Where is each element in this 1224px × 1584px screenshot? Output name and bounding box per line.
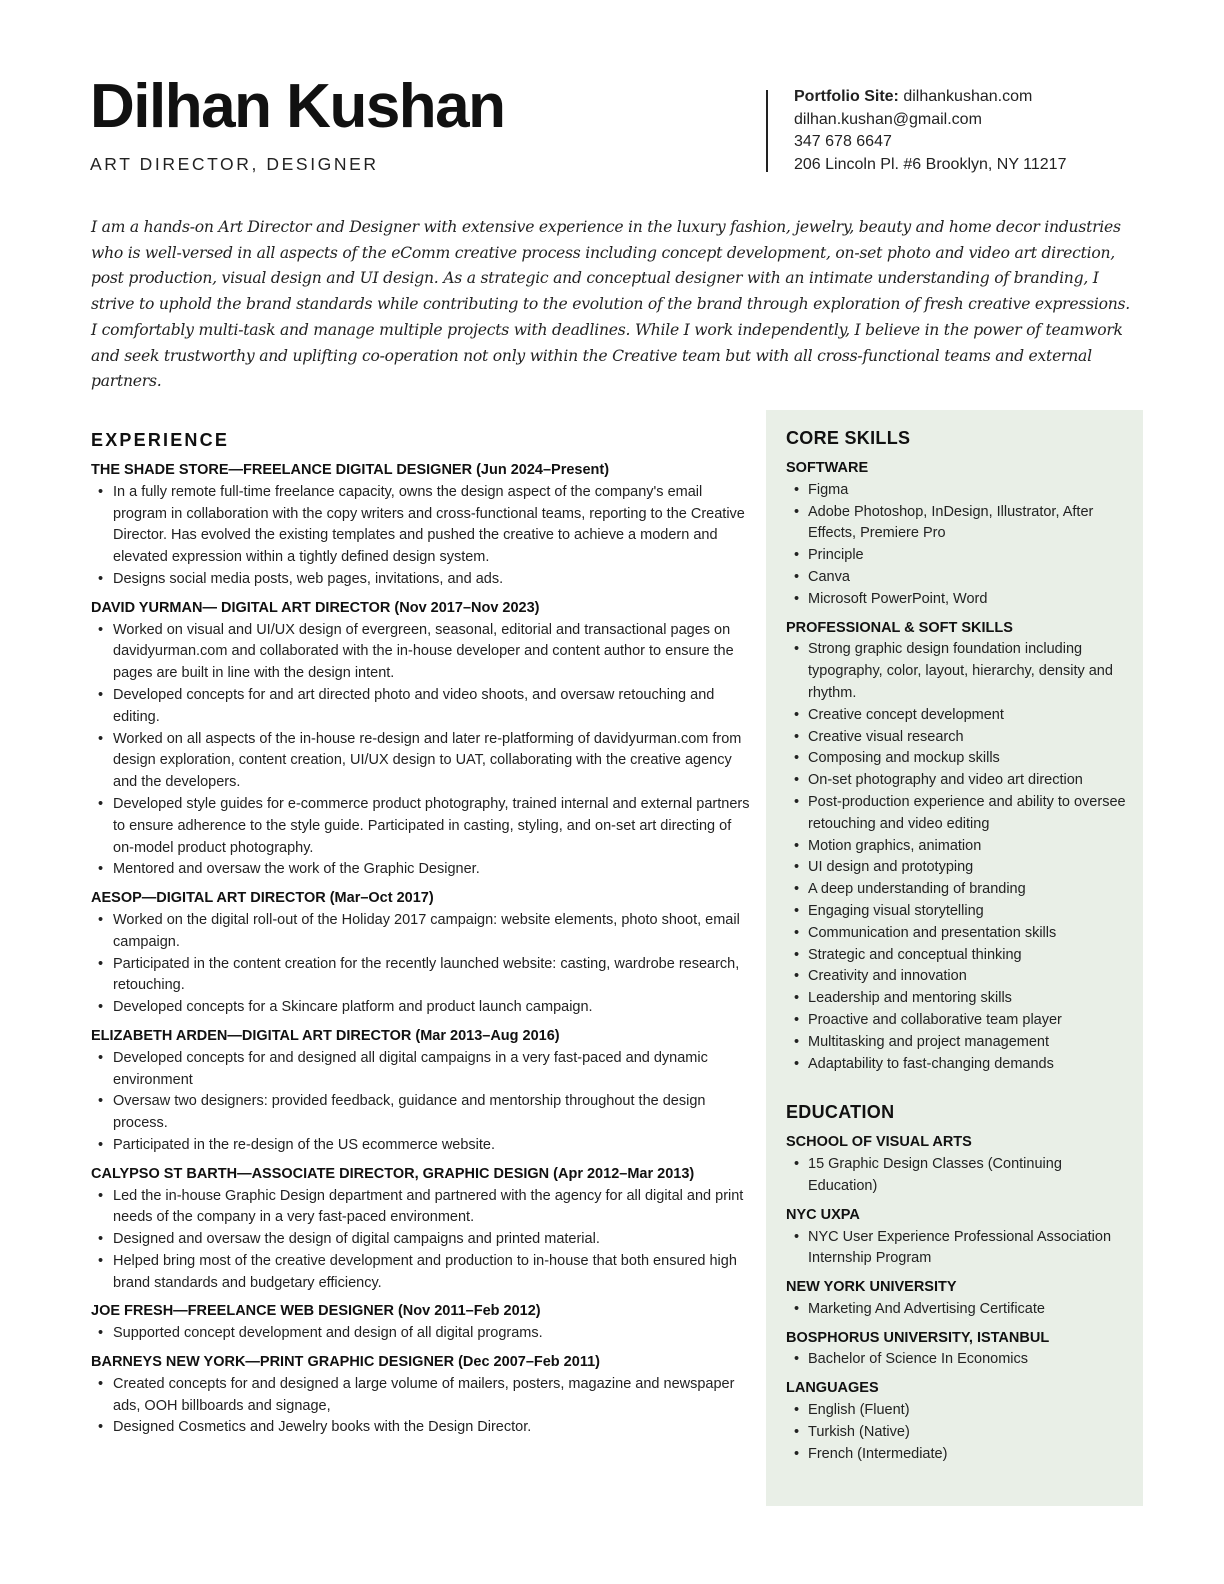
education-entry-bullets xyxy=(786,1299,1131,1321)
list-item: • Motion graphics, animation xyxy=(786,836,1131,858)
list-item: • Creative visual research xyxy=(786,727,1131,749)
list-item: • Creative concept development xyxy=(786,705,1131,727)
contact-block xyxy=(794,86,1066,176)
list-item: • Led the in-house Graphic Design department and partnered with the agency for all digital and print needs of the company in a very fast-paced environment. xyxy=(91,1186,751,1230)
education-entry-bullets xyxy=(786,1349,1131,1371)
experience-heading: EXPERIENCE xyxy=(91,430,230,450)
job-entry-title: ELIZABETH ARDEN—DIGITAL ART DIRECTOR (Mar 2013–Aug 2016) xyxy=(91,1027,560,1044)
list-item: • Supported concept development and design of all digital programs. xyxy=(91,1323,751,1345)
candidate-name: Dilhan Kushan xyxy=(90,72,505,141)
list-item: • Participated in the content creation for the recently launched website: casting, wardrobe research, retouching. xyxy=(91,954,751,998)
sidebar-content xyxy=(786,428,1131,1472)
header-divider xyxy=(766,90,768,172)
education-entry-title: NEW YORK UNIVERSITY xyxy=(786,1279,957,1296)
list-item: • Worked on the digital roll-out of the Holiday 2017 campaign: website elements, photo shoot, email campaign. xyxy=(91,910,751,954)
section-gap xyxy=(786,1082,1131,1102)
job-entry-title: CALYPSO ST BARTH—ASSOCIATE DIRECTOR, GRAPHIC DESIGN (Apr 2012–Mar 2013) xyxy=(91,1165,695,1182)
list-item: • Designs social media posts, web pages, invitations, and ads. xyxy=(91,569,751,591)
education-entry-title: NYC UXPA xyxy=(786,1206,860,1223)
list-item: • Mentored and oversaw the work of the Graphic Designer. xyxy=(91,859,751,881)
list-item: • Developed concepts for and art directed photo and video shoots, and oversaw retouching and editing. xyxy=(91,685,751,729)
list-item: • Multitasking and project management xyxy=(786,1032,1131,1054)
job-entry xyxy=(91,460,751,591)
skill-group-title: SOFTWARE xyxy=(786,460,869,476)
list-item: • UI design and prototyping xyxy=(786,857,1131,879)
list-item: • Canva xyxy=(786,567,1131,589)
education-entry-title: SCHOOL OF VISUAL ARTS xyxy=(786,1134,972,1151)
skill-group-title: PROFESSIONAL & SOFT SKILLS xyxy=(786,619,1013,636)
job-list xyxy=(91,460,751,1439)
education-entry xyxy=(786,1132,1131,1197)
list-item: • Bachelor of Science In Economics xyxy=(786,1349,1131,1371)
candidate-title: ART DIRECTOR, DESIGNER xyxy=(90,154,379,174)
list-item: • Adobe Photoshop, InDesign, Illustrator, After Effects, Premiere Pro xyxy=(786,502,1131,546)
job-entry-title: THE SHADE STORE—FREELANCE DIGITAL DESIGNER (Jun 2024–Present) xyxy=(91,462,610,478)
job-entry-bullets xyxy=(91,482,751,591)
email-link[interactable]: dilhan.kushan@gmail.com xyxy=(794,110,982,128)
list-item: • Designed Cosmetics and Jewelry books with the Design Director. xyxy=(91,1417,751,1439)
list-item: • Developed style guides for e-commerce product photography, trained internal and external partners to ensure adherence to the style guide. Participated in casting, styling, and on-set art directing of on-model product photography. xyxy=(91,794,751,859)
list-item: • Creativity and innovation xyxy=(786,966,1131,988)
education-heading: EDUCATION xyxy=(786,1102,895,1123)
list-item: • Worked on all aspects of the in-house re-design and later re-platforming of davidyurman.com from design exploration, content creation, UI/UX design to UAT, collaborating with the creative agency and the developers. xyxy=(91,729,751,794)
job-entry xyxy=(91,1301,751,1345)
list-item: • Developed concepts for and designed all digital campaigns in a very fast-paced and dynamic environment xyxy=(91,1048,751,1092)
list-item: • In a fully remote full-time freelance capacity, owns the design aspect of the company's email program in collaboration with the copy writers and cross-functional teams, reporting to the Creative Director. Has evolved the existing templates and pushed the creative to achieve a modern and elevated expression within a tightly defined design system. xyxy=(91,482,751,569)
job-entry-bullets xyxy=(91,1048,751,1157)
experience-section xyxy=(91,430,751,1446)
list-item: • Turkish (Native) xyxy=(786,1422,1131,1444)
list-item: • A deep understanding of branding xyxy=(786,879,1131,901)
job-entry-bullets xyxy=(91,1186,751,1295)
list-item: • Helped bring most of the creative development and production to in-house that both ensured high brand standards and budgetary efficiency. xyxy=(91,1251,751,1295)
list-item: • Communication and presentation skills xyxy=(786,923,1131,945)
list-item: • Adaptability to fast-changing demands xyxy=(786,1054,1131,1076)
list-item: • Composing and mockup skills xyxy=(786,748,1131,770)
job-entry-title: BARNEYS NEW YORK—PRINT GRAPHIC DESIGNER (Dec 2007–Feb 2011) xyxy=(91,1354,600,1371)
job-entry xyxy=(91,888,751,1019)
address: 206 Lincoln Pl. #6 Brooklyn, NY 11217 xyxy=(794,155,1067,173)
list-item: • Principle xyxy=(786,545,1131,567)
education-entry-title: BOSPHORUS UNIVERSITY, ISTANBUL xyxy=(786,1329,1050,1346)
education-entry-bullets xyxy=(786,1227,1131,1271)
list-item: • Strategic and conceptual thinking xyxy=(786,945,1131,967)
list-item: • Created concepts for and designed a large volume of mailers, posters, magazine and newspaper ads, OOH billboards and signage, xyxy=(91,1374,751,1418)
list-item: • NYC User Experience Professional Association Internship Program xyxy=(786,1227,1131,1271)
job-entry-bullets xyxy=(91,1374,751,1439)
job-entry xyxy=(91,1164,751,1295)
education-entry xyxy=(786,1328,1131,1372)
list-item: • French (Intermediate) xyxy=(786,1444,1131,1466)
education-entry xyxy=(786,1205,1131,1270)
list-item: • Microsoft PowerPoint, Word xyxy=(786,589,1131,611)
skill-group-bullets xyxy=(786,480,1131,611)
education-entry-bullets xyxy=(786,1400,1131,1465)
job-entry xyxy=(91,598,751,881)
skill-group-bullets xyxy=(786,639,1131,1075)
summary-paragraph: I am a hands-on Art Director and Designer with extensive experience in the luxury fashion, jewelry, beauty and home decor industries who is well-versed in all aspects of the eComm creative process including concept development, on-set photo and video art direction, post production, visual design and UI design. As a strategic and conceptual designer with an intimate understanding of branding, I strive to uphold the brand standards while contributing to the evolution of the brand through exploration of fresh creative expressions. I comfortably multi-task and manage multiple projects with deadlines. While I work independently, I believe in the power of teamwork and seek trustworthy and uplifting co-operation not only within the Creative team but with all cross-functional teams and external partners. xyxy=(91,218,1130,391)
list-item: • On-set photography and video art direction xyxy=(786,770,1131,792)
job-entry xyxy=(91,1352,751,1439)
skill-group xyxy=(786,458,1131,611)
job-entry-title: JOE FRESH—FREELANCE WEB DESIGNER (Nov 2011–Feb 2012) xyxy=(91,1303,541,1320)
job-entry-bullets xyxy=(91,1323,751,1345)
list-item: • Worked on visual and UI/UX design of evergreen, seasonal, editorial and transactional pages on davidyurman.com and collaborated with the in-house developer and content author to ensure the pages are built in line with the design intent. xyxy=(91,620,751,685)
job-entry-title: DAVID YURMAN— DIGITAL ART DIRECTOR (Nov 2017–Nov 2023) xyxy=(91,599,540,616)
list-item: • English (Fluent) xyxy=(786,1400,1131,1422)
job-entry-bullets xyxy=(91,620,751,882)
list-item: • Participated in the re-design of the US ecommerce website. xyxy=(91,1135,751,1157)
skill-group xyxy=(786,618,1131,1076)
list-item: • Developed concepts for a Skincare platform and product launch campaign. xyxy=(91,997,751,1019)
list-item: • Proactive and collaborative team player xyxy=(786,1010,1131,1032)
phone-number: 347 678 6647 xyxy=(794,133,892,150)
list-item: • Post-production experience and ability to oversee retouching and video editing xyxy=(786,792,1131,836)
job-entry-bullets xyxy=(91,910,751,1019)
list-item: • Strong graphic design foundation including typography, color, layout, hierarchy, density and rhythm. xyxy=(786,639,1131,704)
portfolio-label: Portfolio Site: xyxy=(794,88,899,105)
portfolio-link[interactable]: dilhankushan.com xyxy=(898,88,1033,105)
list-item: • Marketing And Advertising Certificate xyxy=(786,1299,1131,1321)
job-entry xyxy=(91,1026,751,1157)
education-entry xyxy=(786,1277,1131,1321)
list-item: • Engaging visual storytelling xyxy=(786,901,1131,923)
portfolio-line xyxy=(794,86,1066,109)
list-item: • 15 Graphic Design Classes (Continuing Education) xyxy=(786,1154,1131,1198)
education-groups xyxy=(786,1132,1131,1465)
education-entry-bullets xyxy=(786,1154,1131,1198)
list-item: • Figma xyxy=(786,480,1131,502)
list-item: • Leadership and mentoring skills xyxy=(786,988,1131,1010)
list-item: • Oversaw two designers: provided feedback, guidance and mentorship throughout the design process. xyxy=(91,1091,751,1135)
education-entry-title: LANGUAGES xyxy=(786,1380,879,1397)
skills-groups xyxy=(786,458,1131,1075)
education-entry xyxy=(786,1378,1131,1465)
job-entry-title: AESOP—DIGITAL ART DIRECTOR (Mar–Oct 2017) xyxy=(91,890,434,907)
list-item: • Designed and oversaw the design of digital campaigns and printed material. xyxy=(91,1229,751,1251)
core-skills-heading: CORE SKILLS xyxy=(786,428,911,448)
